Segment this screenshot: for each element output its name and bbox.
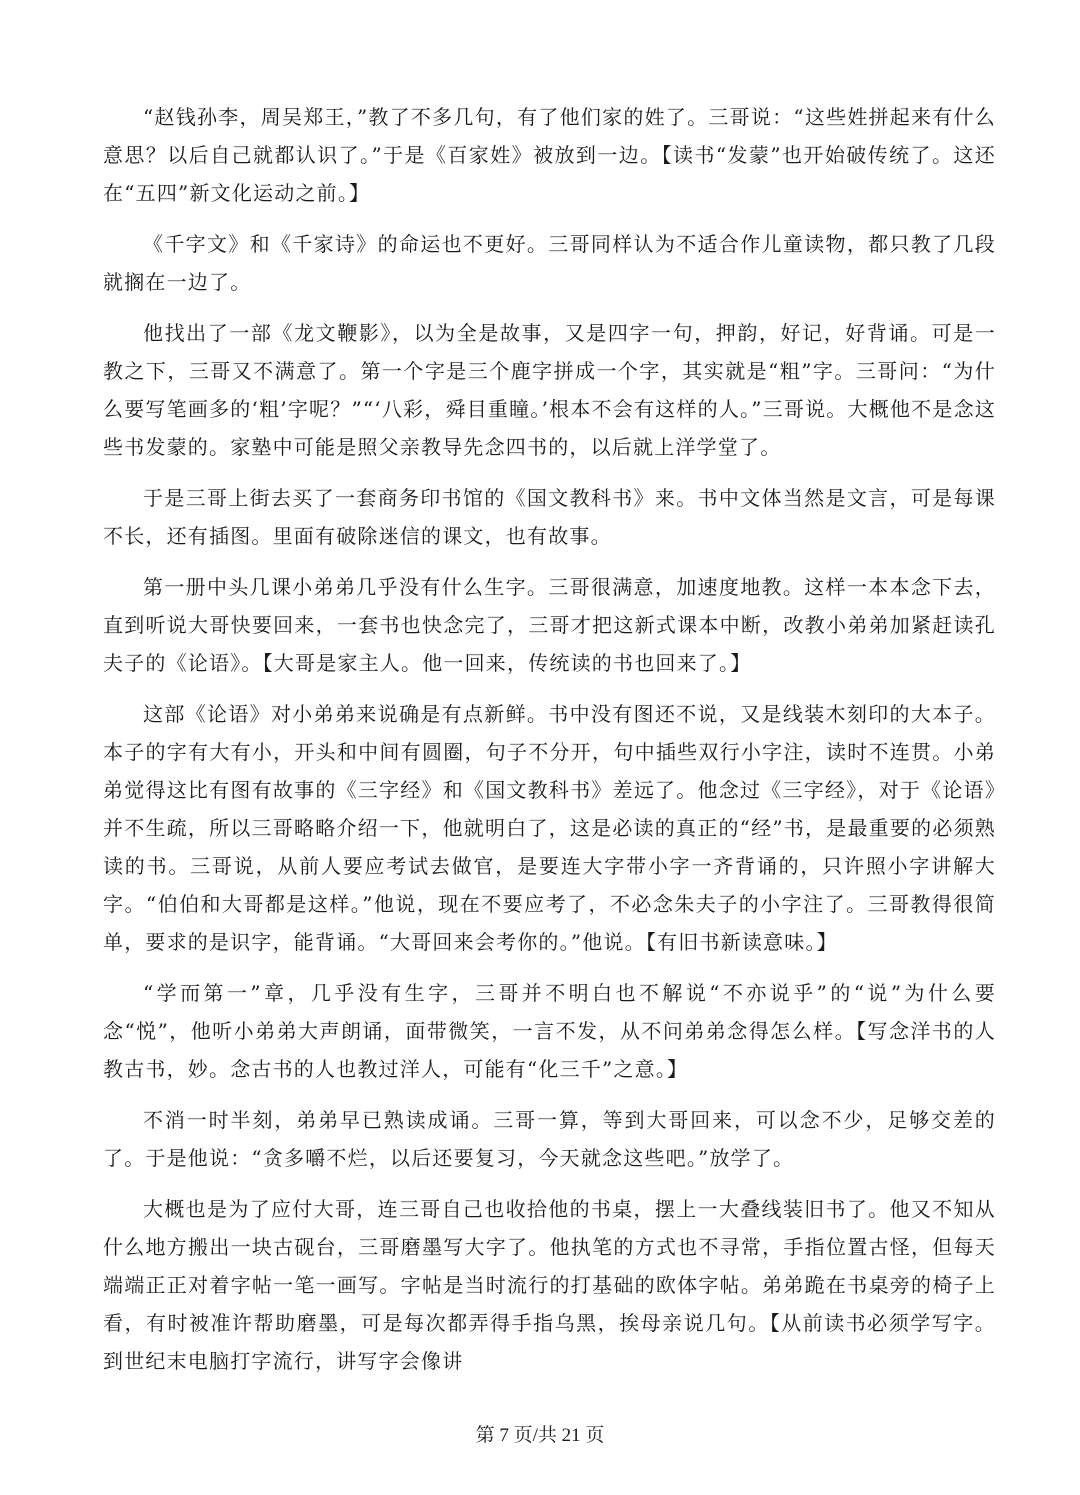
page-number-footer: 第 7 页/共 21 页 bbox=[475, 1425, 605, 1446]
paragraph: “赵钱孙李，周吴郑王，”教了不多几句，有了他们家的姓了。三哥说：“这些姓拼起来有什么意思？以后自己就都认识了。”于是《百家姓》被放到一边。【读书“发蒙”也开始破传统了。这还在“五四”新文化运动之前。】 bbox=[103, 105, 996, 205]
paragraph: “学而第一”章，几乎没有生字，三哥并不明白也不解说“不亦说乎”的“说”为什么要念“悦”，他听小弟弟大声朗诵，面带微笑，一言不发，从不问弟弟念得怎么样。【写念洋书的人教古书，妙。念古书的人也教过洋人，可能有“化三千”之意。】 bbox=[103, 981, 996, 1081]
paragraph: 于是三哥上街去买了一套商务印书馆的《国文教科书》来。书中文体当然是文言，可是每课不长，还有插图。里面有破除迷信的课文，也有故事。 bbox=[103, 486, 996, 548]
paragraph: 不消一时半刻，弟弟早已熟读成诵。三哥一算，等到大哥回来，可以念不少，足够交差的了。于是他说：“贪多嚼不烂，以后还要复习，今天就念这些吧。”放学了。 bbox=[103, 1108, 996, 1170]
paragraph: 这部《论语》对小弟弟来说确是有点新鲜。书中没有图还不说，又是线装木刻印的大本子。本子的字有大有小，开头和中间有圆圈，句子不分开，句中插些双行小字注，读时不连贯。小弟弟觉得这比有图有故事的《三字经》和《国文教科书》差远了。他念过《三字经》，对于《论语》并不生疏，所以三哥略略介绍一下，他就明白了，这是必读的真正的“经”书，是最重要的必须熟读的书。三哥说，从前人要应考试去做官，是要连大字带小字一齐背诵的，只许照小字讲解大字。“伯伯和大哥都是这样。”他说，现在不要应考了，不必念朱夫子的小字注了。三哥教得很简单，要求的是识字，能背诵。“大哥回来会考你的。”他说。【有旧书新读意味。】 bbox=[103, 702, 996, 954]
paragraph: 第一册中头几课小弟弟几乎没有什么生字。三哥很满意，加速度地教。这样一本本念下去，直到听说大哥快要回来，一套书也快念完了，三哥才把这新式课本中断，改教小弟弟加紧赶读孔夫子的《论语》。【大哥是家主人。他一回来，传统读的书也回来了。】 bbox=[103, 575, 996, 675]
document-body bbox=[103, 98, 996, 1393]
paragraph: 大概也是为了应付大哥，连三哥自己也收拾他的书桌，摆上一大叠线装旧书了。他又不知从什么地方搬出一块古砚台，三哥磨墨写大字了。他执笔的方式也不寻常，手指位置古怪，但每天端端正正对着字帖一笔一画写。字帖是当时流行的打基础的欧体字帖。弟弟跪在书桌旁的椅子上看，有时被准许帮助磨墨，可是每次都弄得手指乌黑，挨母亲说几句。【从前读书必须学写字。到世纪末电脑打字流行，讲写字会像讲 bbox=[103, 1197, 996, 1373]
paragraph: 他找出了一部《龙文鞭影》，以为全是故事，又是四字一句，押韵，好记，好背诵。可是一教之下，三哥又不满意了。第一个字是三个鹿字拼成一个字，其实就是“粗”字。三哥问：“为什么要写笔画多的‘粗’字呢？”“‘八彩，舜目重瞳。’根本不会有这样的人。”三哥说。大概他不是念这些书发蒙的。家塾中可能是照父亲教导先念四书的，以后就上洋学堂了。 bbox=[103, 321, 996, 459]
paragraph: 《千字文》和《千家诗》的命运也不更好。三哥同样认为不适合作儿童读物，都只教了几段就搁在一边了。 bbox=[103, 232, 996, 294]
